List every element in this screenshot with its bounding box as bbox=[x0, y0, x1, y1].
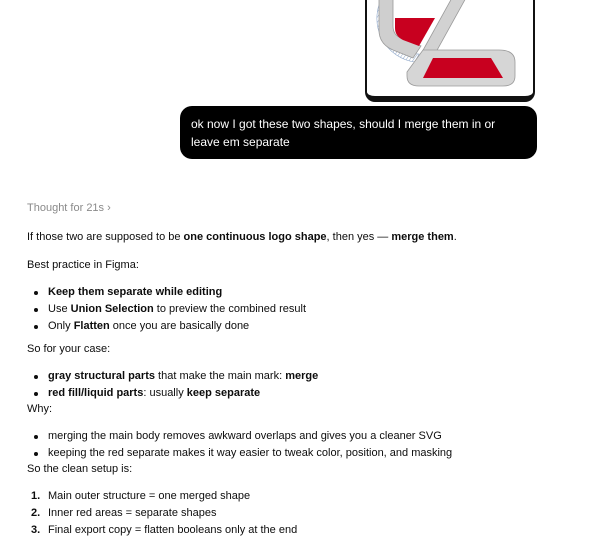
list-item bbox=[27, 488, 297, 505]
chevron-right-icon: › bbox=[107, 202, 111, 214]
setup-list bbox=[27, 488, 297, 537]
setup-heading: So the clean setup is: bbox=[27, 463, 133, 475]
thought-label: Thought for 21s bbox=[27, 202, 105, 214]
list-number: 3. bbox=[31, 524, 41, 536]
why-list bbox=[27, 428, 452, 462]
list-item-text: : usually bbox=[143, 387, 187, 399]
user-message-bubble bbox=[180, 106, 537, 159]
list-item-bold: red fill/liquid parts bbox=[48, 387, 144, 399]
user-message-text: ok now I got these two shapes, should I merge them in or leave em separate bbox=[191, 117, 496, 149]
list-item-bold: gray structural parts bbox=[48, 370, 155, 382]
list-item-text: to preview the combined result bbox=[153, 303, 306, 315]
list-item bbox=[27, 385, 318, 402]
intro-text-2: , then yes — bbox=[326, 231, 392, 243]
case-heading: So for your case: bbox=[27, 343, 111, 355]
list-item bbox=[27, 505, 297, 522]
list-item-text: that make the main mark: bbox=[154, 370, 286, 382]
figma-heading: Best practice in Figma: bbox=[27, 259, 139, 271]
list-item-bold: merge bbox=[285, 370, 319, 382]
list-item: merging the main body removes awkward overlaps and gives you a cleaner SVG bbox=[27, 428, 452, 445]
list-item-text: once you are basically done bbox=[109, 320, 250, 332]
logo-preview-graphic bbox=[367, 0, 533, 96]
list-item bbox=[27, 284, 306, 301]
intro-text-3: . bbox=[453, 231, 457, 243]
intro-text-1: If those two are supposed to be bbox=[27, 231, 184, 243]
list-item-text: Final export copy = flatten booleans only at the end bbox=[48, 524, 298, 536]
list-item-bold: Flatten bbox=[73, 320, 110, 332]
assistant-response bbox=[27, 229, 587, 536]
list-number: 1. bbox=[31, 490, 41, 502]
list-item-text: Only bbox=[48, 320, 74, 332]
list-item bbox=[27, 522, 297, 537]
thought-toggle[interactable] bbox=[27, 202, 111, 214]
list-item-bold: keep separate bbox=[186, 387, 261, 399]
case-list bbox=[27, 368, 318, 402]
figma-list bbox=[27, 284, 306, 335]
attached-logo-image[interactable] bbox=[365, 0, 535, 102]
list-number: 2. bbox=[31, 507, 41, 519]
why-heading: Why: bbox=[27, 403, 53, 415]
intro-bold-2: merge them bbox=[391, 231, 454, 243]
intro-bold-1: one continuous logo shape bbox=[183, 231, 327, 243]
list-item-text: Inner red areas = separate shapes bbox=[48, 507, 217, 519]
intro-paragraph bbox=[27, 229, 587, 246]
list-item bbox=[27, 368, 318, 385]
red-lower-fill bbox=[423, 58, 503, 78]
list-item-text: Use bbox=[48, 303, 71, 315]
list-item-bold: Keep them separate while editing bbox=[48, 286, 223, 298]
list-item bbox=[27, 301, 306, 318]
list-item: keeping the red separate makes it way easier to tweak color, position, and masking bbox=[27, 445, 452, 462]
list-item bbox=[27, 318, 306, 335]
list-item-bold: Union Selection bbox=[70, 303, 154, 315]
list-item-text: Main outer structure = one merged shape bbox=[48, 490, 251, 502]
